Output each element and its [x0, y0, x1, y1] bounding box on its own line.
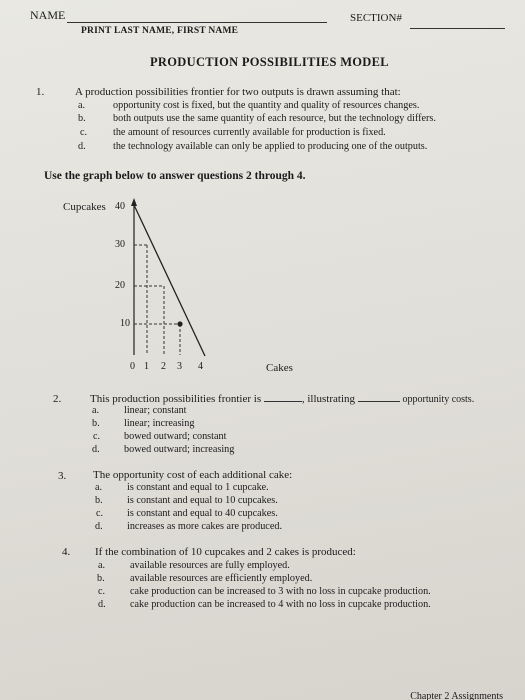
- q2-text-c: opportunity costs.: [402, 394, 475, 405]
- q3-text: The opportunity cost of each additional cake:: [93, 469, 293, 481]
- q4-text: If the combination of 10 cupcakes and 2 cakes is produced:: [95, 546, 356, 558]
- q1-option-d-letter: d.: [78, 141, 86, 152]
- x-tick-1: 1: [144, 361, 149, 372]
- q4-option-d-letter: d.: [98, 599, 106, 610]
- q4-number: 4.: [62, 546, 71, 558]
- q2-option-c-letter: c.: [93, 431, 101, 442]
- q2-blank-2[interactable]: [358, 391, 400, 402]
- q3-option-a-letter: a.: [95, 482, 103, 493]
- q4-option-c-letter: c.: [98, 586, 106, 597]
- q1-option-b-text: both outputs use the same quantity of each resource, but the technology differs.: [113, 113, 436, 124]
- q3-option-a-text: is constant and equal to 1 cupcake.: [127, 482, 269, 493]
- q1-option-c-letter: c.: [80, 127, 88, 138]
- ppf-frontier-line: [134, 205, 205, 356]
- q2-option-b-text: linear; increasing: [124, 418, 195, 429]
- q3-number: 3.: [58, 470, 67, 482]
- y-tick-40: 40: [115, 201, 125, 212]
- marked-point: [177, 321, 182, 326]
- q1-option-a-letter: a.: [78, 100, 86, 111]
- q2-text-b: , illustrating: [301, 393, 356, 405]
- y-tick-10: 10: [120, 318, 130, 329]
- q2-option-b-letter: b.: [92, 418, 100, 429]
- q2-option-a-text: linear; constant: [124, 405, 187, 416]
- page-footer: Chapter 2 Assignments: [410, 691, 503, 700]
- q4-option-b-text: available resources are efficiently employed.: [130, 573, 313, 584]
- q2-stem: [90, 391, 474, 405]
- q2-option-a-letter: a.: [92, 405, 100, 416]
- q3-option-d-letter: d.: [95, 521, 103, 532]
- y-axis-arrow: [131, 198, 137, 206]
- print-name-instruction: PRINT LAST NAME, FIRST NAME: [81, 26, 239, 36]
- section-label: SECTION#: [350, 12, 402, 24]
- q1-option-a-text: opportunity cost is fixed, but the quantity and quality of resources changes.: [113, 100, 420, 111]
- q1-option-c-text: the amount of resources currently available for production is fixed.: [113, 127, 386, 138]
- q3-option-d-text: increases as more cakes are produced.: [127, 521, 282, 532]
- q3-option-c-letter: c.: [96, 508, 104, 519]
- x-tick-3: 3: [177, 361, 182, 372]
- x-tick-2: 2: [161, 361, 166, 372]
- x-axis-label: Cakes: [266, 362, 293, 374]
- y-tick-20: 20: [115, 280, 125, 291]
- q2-option-c-text: bowed outward; constant: [124, 431, 227, 442]
- q4-option-b-letter: b.: [97, 573, 105, 584]
- y-tick-30: 30: [115, 239, 125, 250]
- q1-option-d-text: the technology available can only be applied to producing one of the outputs.: [113, 141, 428, 152]
- q1-text: A production possibilities frontier for two outputs is drawn assuming that:: [75, 86, 401, 98]
- q2-text-a: This production possibilities frontier is: [90, 393, 262, 405]
- name-label: NAME: [30, 8, 66, 22]
- page-title: PRODUCTION POSSIBILITIES MODEL: [150, 55, 389, 69]
- q3-option-b-letter: b.: [95, 495, 103, 506]
- x-tick-4: 4: [198, 361, 203, 372]
- q2-blank-1[interactable]: [264, 391, 302, 402]
- q2-option-d-letter: d.: [92, 444, 100, 455]
- q1-number: 1.: [36, 86, 45, 98]
- q3-option-b-text: is constant and equal to 10 cupcakes.: [127, 495, 278, 506]
- q4-option-a-text: available resources are fully employed.: [130, 560, 290, 571]
- graph-instruction: Use the graph below to answer questions 2 through 4.: [44, 170, 306, 182]
- q3-option-c-text: is constant and equal to 40 cupcakes.: [127, 508, 278, 519]
- q4-option-c-text: cake production can be increased to 3 with no loss in cupcake production.: [130, 586, 431, 597]
- q4-option-d-text: cake production can be increased to 4 with no loss in cupcake production.: [130, 599, 431, 610]
- q2-option-d-text: bowed outward; increasing: [124, 444, 235, 455]
- x-tick-0: 0: [130, 361, 135, 372]
- q2-number: 2.: [53, 393, 62, 405]
- y-axis-label: Cupcakes: [63, 201, 106, 213]
- q4-option-a-letter: a.: [98, 560, 106, 571]
- q1-option-b-letter: b.: [78, 113, 86, 124]
